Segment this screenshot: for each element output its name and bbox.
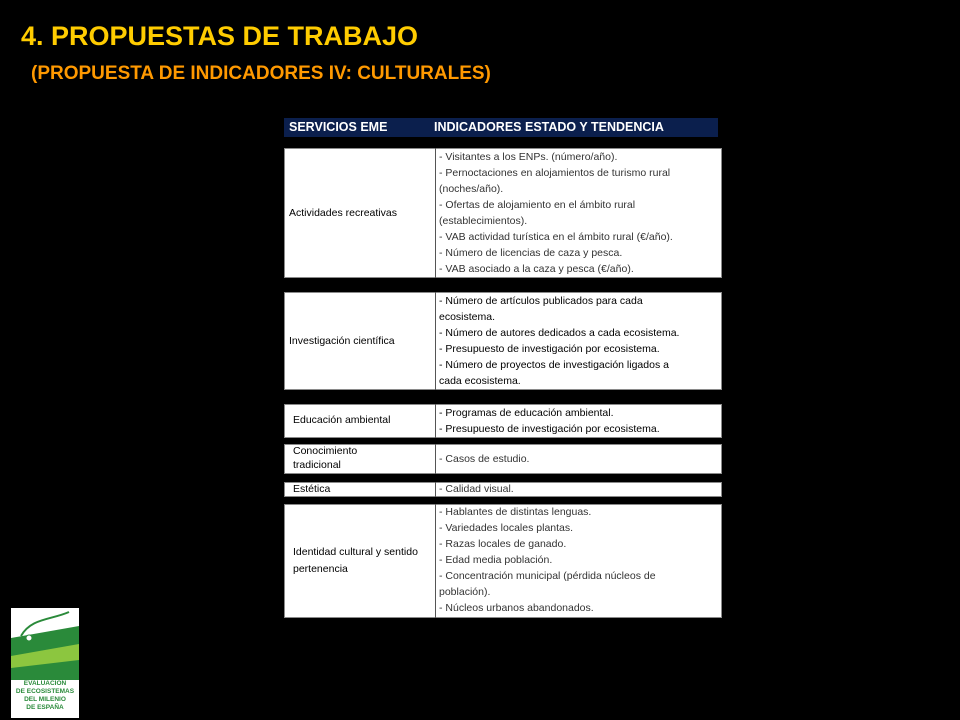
indicator-item: - Variedades locales plantas.	[439, 522, 574, 534]
service-label: Conocimiento tradicional	[293, 445, 358, 471]
service-label: Estética	[293, 483, 331, 495]
service-label: Actividades recreativas	[289, 207, 397, 219]
indicator-item: - Concentración municipal (pérdida núcleos de	[439, 570, 656, 582]
indicator-item: - Ofertas de alojamiento en el ámbito rural	[439, 199, 636, 211]
indicator-list	[439, 405, 719, 437]
page-subtitle: (PROPUESTA DE INDICADORES IV: CULTURALES)	[31, 63, 491, 84]
logo-eme	[11, 608, 79, 718]
table-row	[284, 504, 722, 618]
service-label: Educación ambiental	[293, 414, 391, 426]
logo-line: EVALUACIÓN	[23, 680, 67, 687]
table-row	[284, 148, 722, 278]
indicator-item: - Número de artículos publicados para cada	[439, 295, 643, 307]
table-header	[284, 118, 718, 137]
indicator-item: - Calidad visual.	[439, 483, 514, 495]
indicator-item: - Razas locales de ganado.	[439, 538, 567, 550]
page-title: 4. PROPUESTAS DE TRABAJO	[21, 21, 419, 51]
logo-text	[11, 680, 79, 712]
table-row	[284, 482, 722, 497]
header-indicators: INDICADORES ESTADO Y TENDENCIA	[434, 120, 664, 134]
indicator-item: - Pernoctaciones en alojamientos de turismo rural	[439, 167, 671, 179]
table-row	[284, 404, 722, 438]
indicator-item: - Casos de estudio.	[439, 453, 530, 465]
indicator-list	[439, 504, 719, 616]
header-services: SERVICIOS EME	[289, 120, 388, 134]
logo-graphic-icon	[11, 608, 79, 680]
indicator-item: ecosistema.	[439, 311, 496, 323]
table-row	[284, 444, 722, 474]
indicator-list	[439, 293, 719, 389]
indicator-item: población).	[439, 586, 491, 598]
indicator-list	[439, 451, 719, 467]
logo-line: DEL MILENIO	[24, 696, 66, 703]
indicator-item: - Programas de educación ambiental.	[439, 407, 614, 419]
indicator-item: - Visitantes a los ENPs. (número/año).	[439, 151, 618, 163]
service-label: Identidad cultural y sentido pertenencia	[293, 546, 418, 575]
indicators-table	[284, 118, 722, 618]
indicator-list	[439, 482, 719, 497]
indicator-item: - VAB actividad turística en el ámbito rural (€/año).	[439, 231, 673, 243]
indicator-item: - Número de licencias de caza y pesca.	[439, 247, 623, 259]
logo-line: DE ECOSISTEMAS	[15, 688, 75, 695]
indicator-item: - Presupuesto de investigación por ecosistema.	[439, 343, 660, 355]
logo-line: DE ESPAÑA	[26, 704, 64, 711]
indicator-item: (noches/año).	[439, 183, 504, 195]
table-row	[284, 292, 722, 390]
indicator-item: (establecimientos).	[439, 215, 528, 227]
indicator-list	[439, 149, 719, 277]
service-label: Investigación científica	[289, 335, 395, 347]
indicator-item: - Número de autores dedicados a cada ecosistema.	[439, 327, 680, 339]
indicator-item: - Hablantes de distintas lenguas.	[439, 506, 592, 518]
indicator-item: - Presupuesto de investigación por ecosistema.	[439, 423, 660, 435]
indicator-item: - VAB asociado a la caza y pesca (€/año).	[439, 263, 634, 275]
indicator-item: - Núcleos urbanos abandonados.	[439, 602, 594, 614]
indicator-item: - Edad media población.	[439, 554, 553, 566]
indicator-item: - Número de proyectos de investigación ligados a	[439, 359, 669, 371]
indicator-item: cada ecosistema.	[439, 375, 521, 387]
